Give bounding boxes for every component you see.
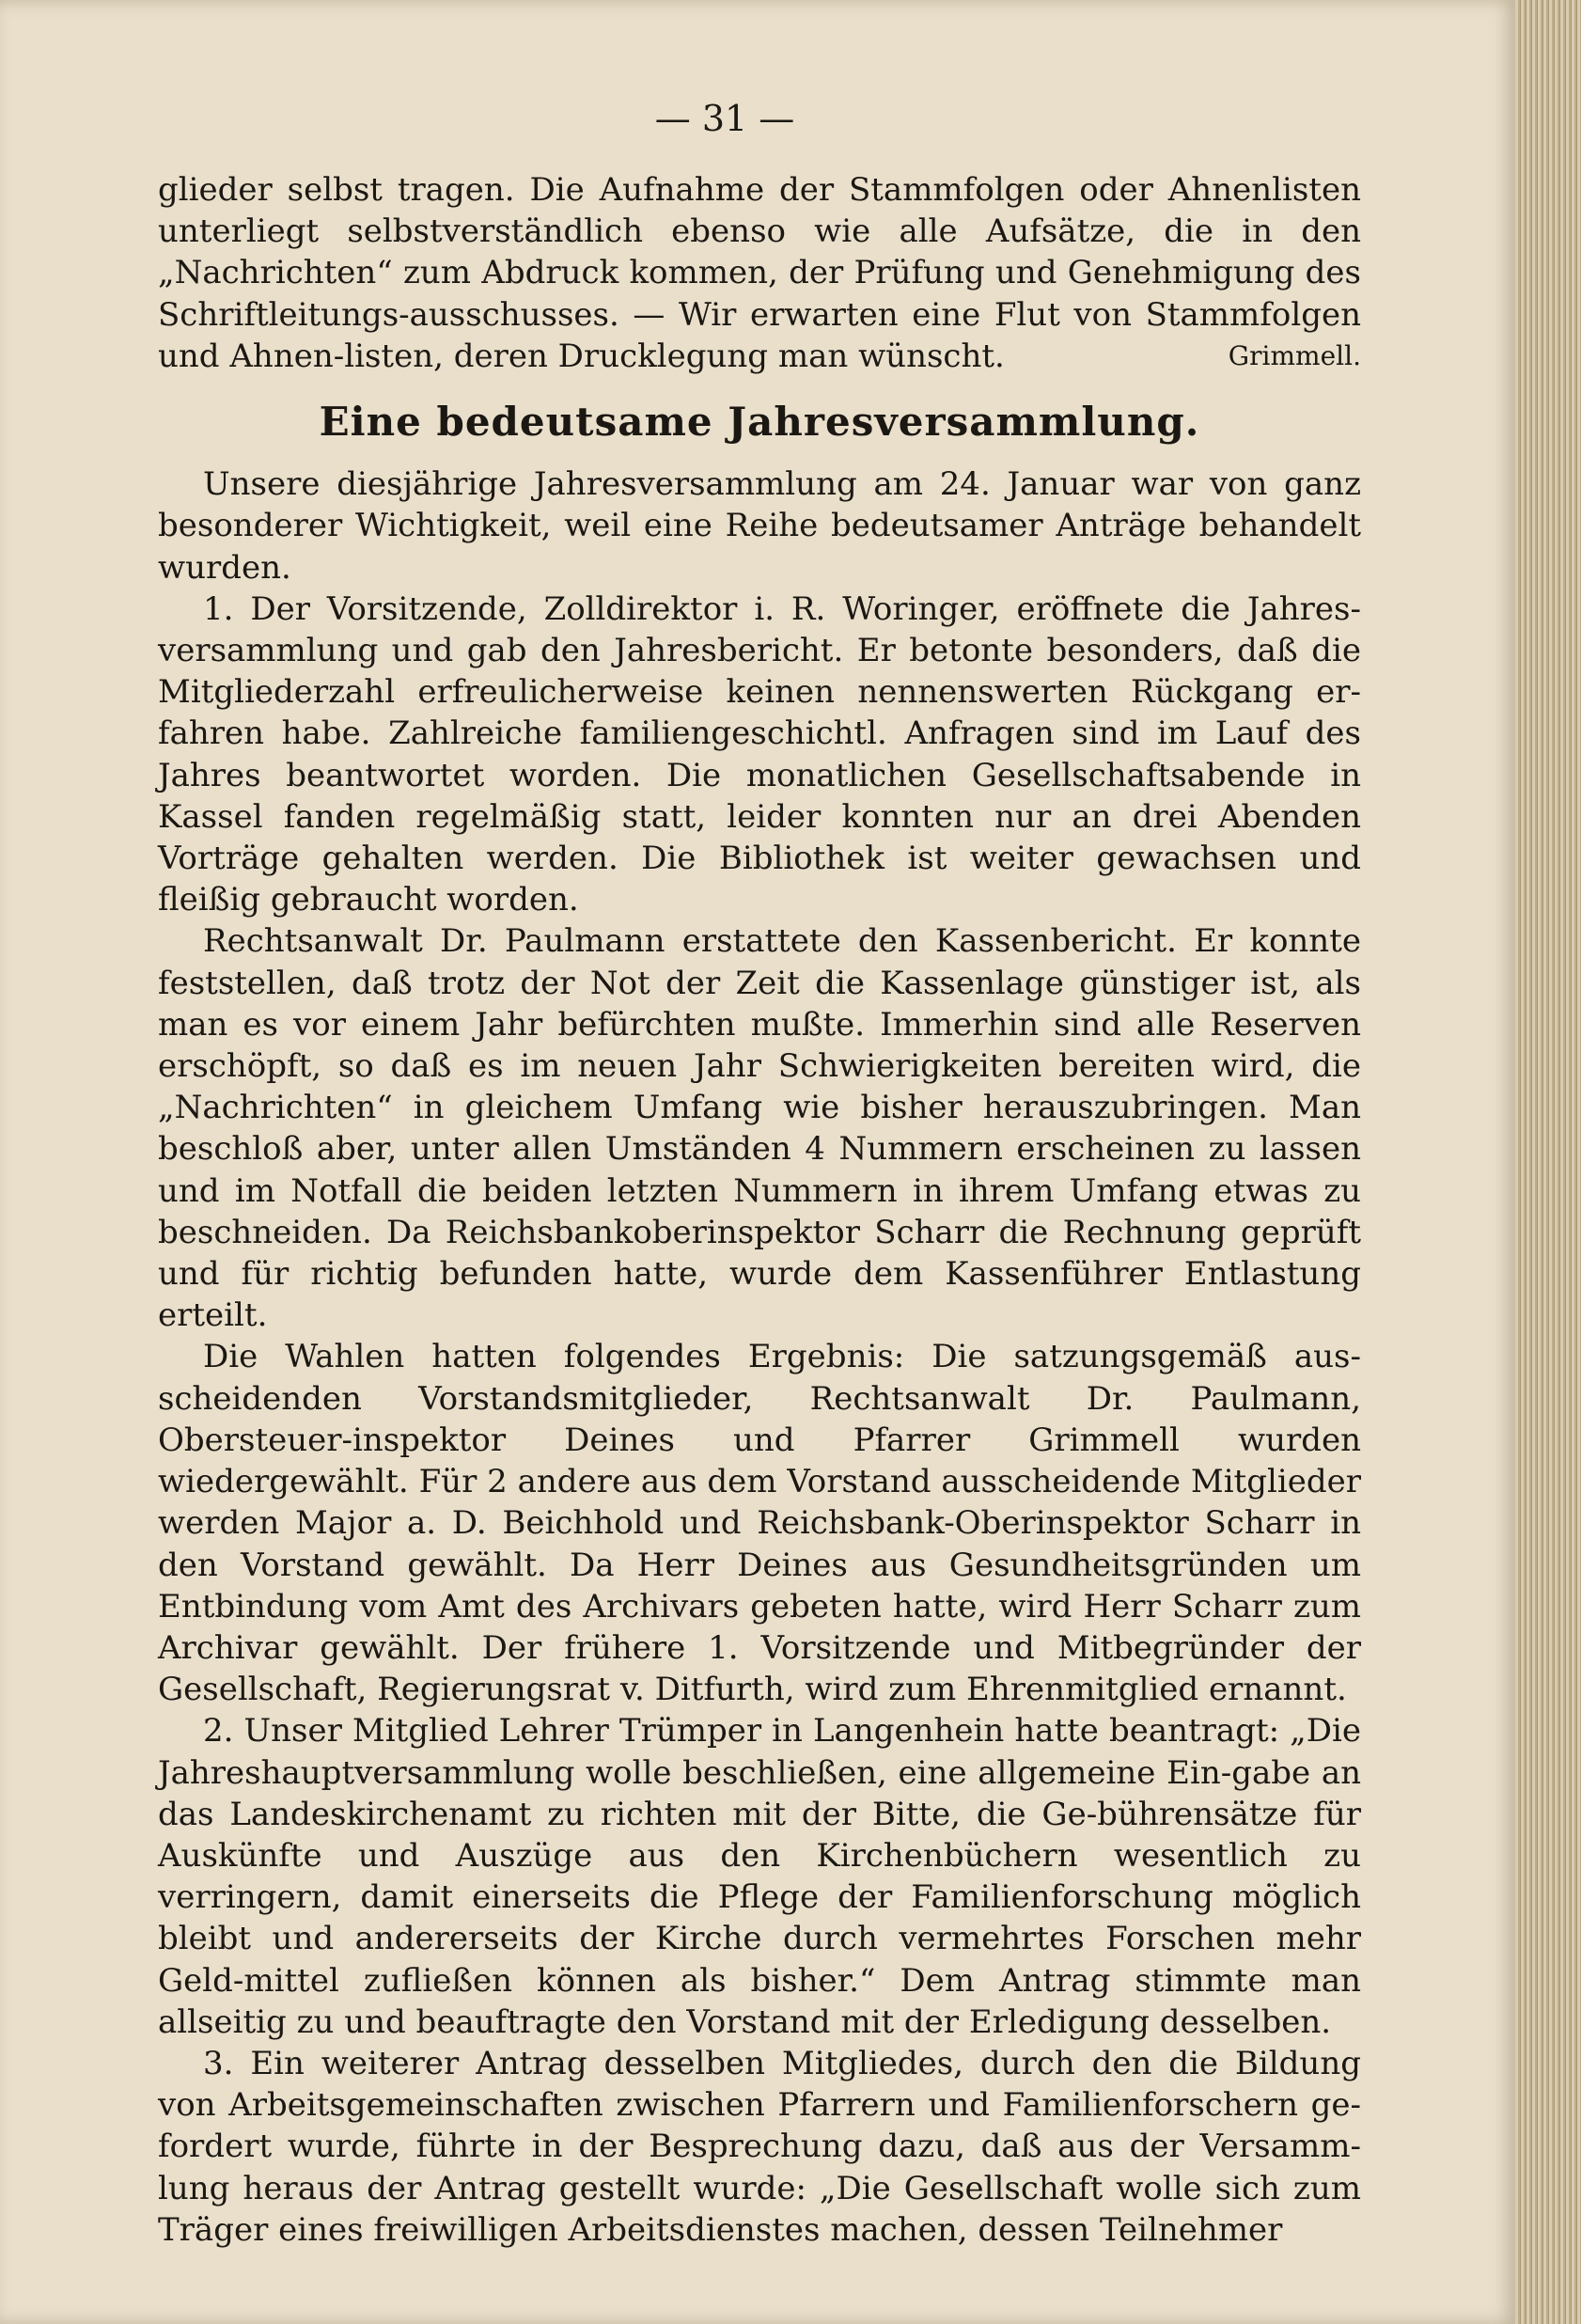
paragraph: Unsere diesjährige Jahresversammlung am 24. Januar war von ganz besonderer Wichtigkeit, weil eine Reihe bedeutsamer Anträge behandelt wurden. [158,465,1361,587]
signature: Grimmell. [1228,340,1361,372]
section-heading: Eine bedeutsame Jahresversammlung. [319,399,1200,446]
page-text [158,169,1361,2251]
book-page-edge [1515,0,1581,2324]
paragraph: Rechtsanwalt Dr. Paulmann erstattete den Kassenbericht. Er konnte feststellen, daß trotz der Not der Zeit die Kassenlage günstiger ist, als man es vor einem Jahr befürchten mußte. Immerhin sind alle Reserven erschöpft, so daß es im neuen Jahr Schwierigkeiten bereiten wird, die „Nachrichten“ in gleichem Umfang wie bisher herauszubringen. Man beschloß aber, unter allen Umständen 4 Nummern erscheinen zu lassen und im Notfall die beiden letzten Nummern in ihrem Umfang etwas zu beschneiden. Da Reichsbankoberinspektor Scharr die Rechnung geprüft und für richtig befunden hatte, wurde dem Kassenführer Entlastung erteilt. [158,922,1361,1335]
intro-paragraph: glieder selbst tragen. Die Aufnahme der Stammfolgen oder Ahnenlisten unterliegt selbstverständlich ebenso wie alle Aufsätze, die in den „Nachrichten“ zum Abdruck kommen, der Prüfung und Genehmigung des Schriftleitungs-ausschusses. — Wir erwarten eine Flut von Stammfolgen und Ahnen-listen, deren Drucklegung man wünscht. [158,171,1361,375]
paragraph: Die Wahlen hatten folgendes Ergebnis: Die satzungsgemäß aus-scheidenden Vorstandsmitglieder, Rechtsanwalt Dr. Paulmann, Obersteuer-inspektor Deines und Pfarrer Grimmell wurden wiedergewählt. Für 2 andere aus dem Vorstand ausscheidende Mitglieder werden Major a. D. Beichhold und Reichsbank-Oberinspektor Scharr in den Vorstand gewählt. Da Herr Deines aus Gesundheitsgründen um Entbindung vom Amt des Archivars gebeten hatte, wird Herr Scharr zum Archivar gewählt. Der frühere 1. Vorsitzende und Mitbegründer der Gesellschaft, Regierungsrat v. Ditfurth, wird zum Ehrenmitglied ernannt. [158,1338,1361,1709]
paragraph: 2. Unser Mitglied Lehrer Trümper in Langenhein hatte beantragt: „Die Jahreshauptversammlung wolle beschließen, eine allgemeine Ein-gabe an das Landeskirchenamt zu richten mit der Bitte, die Ge-bührensätze für Auskünfte und Auszüge aus den Kirchenbüchern wesentlich zu verringern, damit einerseits die Pflege der Familienforschung möglich bleibt und andererseits der Kirche durch vermehrtes Forschen mehr Geld-mittel zufließen können als bisher.“ Dem Antrag stimmte man allseitig zu und beauftragte den Vorstand mit der Erledigung desselben. [158,1712,1361,2041]
page-number: — 31 — [654,98,795,139]
paragraph: 3. Ein weiterer Antrag desselben Mitgliedes, durch den die Bildung von Arbeitsgemeinschaften zwischen Pfarrern und Familienforschern ge-fordert wurde, führte in der Besprechung dazu, daß aus der Versamm-lung heraus der Antrag gestellt wurde: „Die Gesellschaft wolle sich zum Träger eines freiwilligen Arbeitsdienstes machen, dessen Teilnehmer [158,2044,1361,2249]
paragraph: 1. Der Vorsitzende, Zolldirektor i. R. Woringer, eröffnete die Jahres-versammlung und gab den Jahresbericht. Er betonte besonders, daß die Mitgliederzahl erfreulicherweise keinen nennenswerten Rückgang er-fahren habe. Zahlreiche familiengeschichtl. Anfragen sind im Lauf des Jahres beantwortet worden. Die monatlichen Gesellschaftsabende in Kassel fanden regelmäßig statt, leider konnten nur an drei Abenden Vorträge gehalten werden. Die Bibliothek ist weiter gewachsen und fleißig gebraucht worden. [158,589,1361,919]
